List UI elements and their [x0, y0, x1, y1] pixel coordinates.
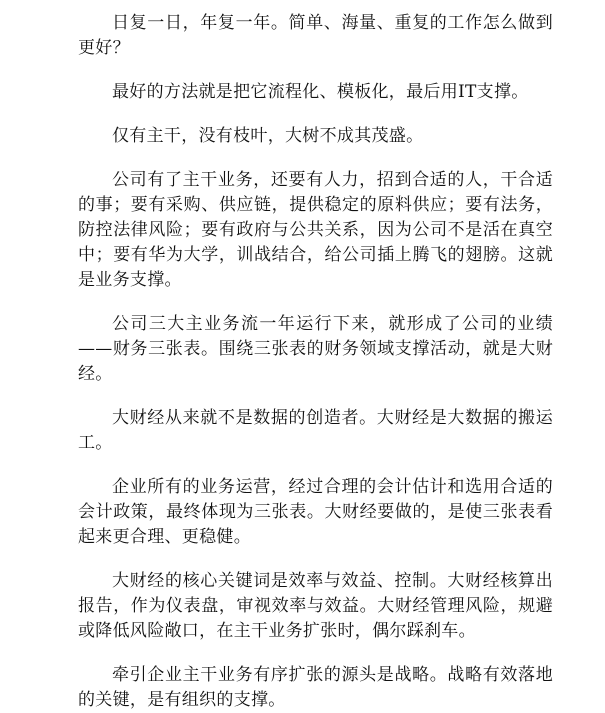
paragraph-9: 牵引企业主干业务有序扩张的源头是战略。战略有效落地的关键，是有组织的支撑。: [78, 665, 553, 710]
paragraph-8: 大财经的核心关键词是效率与效益、控制。大财经核算出报告，作为仪表盘，审视效率与效益。大财经管理风险，规避或降低风险敞口，在主干业务扩张时，偶尔踩刹车。: [78, 571, 553, 641]
paragraph-4: 公司有了主干业务，还要有人力，招到合适的人，干合适的事；要有采购、供应链，提供稳定的原料供应；要有法务，防控法律风险；要有政府与公共关系，因为公司不是活在真空中；要有华为大学，训战结合，给公司插上腾飞的翅膀。这就是业务支撑。: [78, 170, 553, 290]
paragraph-5: 公司三大主业务流一年运行下来，就形成了公司的业绩——财务三张表。围绕三张表的财务领域支撑活动，就是大财经。: [78, 314, 553, 384]
paragraph-1: 日复一日，年复一年。简单、海量、重复的工作怎么做到更好？: [78, 13, 553, 58]
paragraph-2: 最好的方法就是把它流程化、模板化，最后用IT支撑。: [112, 82, 529, 102]
paragraph-6: 大财经从来就不是数据的创造者。大财经是大数据的搬运工。: [78, 408, 553, 453]
paragraph-3: 仅有主干，没有枝叶，大树不成其茂盛。: [112, 126, 424, 146]
paragraph-7: 企业所有的业务运营，经过合理的会计估计和选用合适的会计政策，最终体现为三张表。大财经要做的，是使三张表看起来更合理、更稳健。: [78, 477, 553, 547]
